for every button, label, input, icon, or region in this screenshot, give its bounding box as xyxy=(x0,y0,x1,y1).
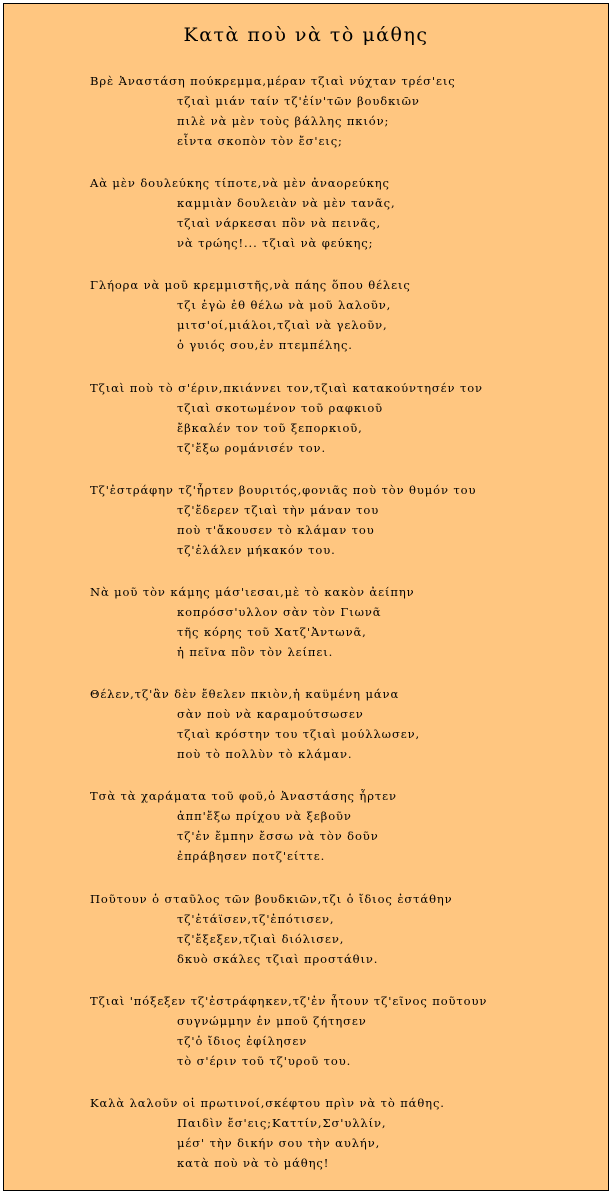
poem-line: τῆς κόρης τοῦ Χατζ'Ἀντωνᾶ, xyxy=(177,624,367,639)
poem-line: κατὰ ποὺ νὰ τὸ μάθης! xyxy=(177,1155,330,1170)
poem-line: δκυὸ σκάλες τζιαὶ προστάθιν. xyxy=(177,951,379,966)
stanza-4 xyxy=(90,378,602,458)
poem-line: τζ'ἐν ἔμπην ἔσσω νὰ τὸν δοῦν xyxy=(177,829,379,844)
poem-line: ἡ πεῖνα πὂν τὸν λείπει. xyxy=(177,644,334,659)
poem-line: τζιαὶ σκοτωμένον τοῦ ραφκιοῦ xyxy=(177,400,384,415)
poem-line: Γλήορα νὰ μοῦ κρεμμιστῆς,νὰ πάης ὅπου θέλεις xyxy=(90,278,411,293)
stanza-2 xyxy=(90,173,602,253)
poem-line: τζ'ἔξω ρομάνισέν τον. xyxy=(177,440,327,455)
poem-line: Τζ'ἐστράφην τζ'ἦρτεν βουριτός,φονιᾶς ποὺ τὸν θυμόν του xyxy=(90,482,477,497)
poem-body xyxy=(90,71,602,1173)
poem-line: σὰν ποὺ νὰ καραμούτσωσεν xyxy=(177,707,364,722)
page-sheet xyxy=(3,3,609,1191)
poem-line: ἔβκαλέν τον τοῦ ξεπορκιοῦ, xyxy=(177,420,363,435)
stanza-8 xyxy=(90,786,602,866)
poem-line: νὰ τρώης!... τζιαὶ νὰ φεύκης; xyxy=(177,236,374,251)
poem-line: Καλὰ λαλοῦν οἱ πρωτινοί,σκέφτου πρὶν νὰ τὸ πάθης. xyxy=(90,1095,445,1110)
poem-line: ποὺ τὸ πολλὺν τὸ κλάμαν. xyxy=(177,747,353,762)
poem-line: Αὰ μὲν δουλεύκης τίποτε,νὰ μὲν ἀναορεύκης xyxy=(90,176,390,191)
poem-line: Τζιαὶ ποὺ τὸ σ'έριν,πκιάννει τον,τζιαὶ κατακούντησέν τον xyxy=(90,380,483,395)
poem-line: τζι ἐγὼ ἐθ θέλω νὰ μοῦ λαλοῦν, xyxy=(177,298,392,313)
poem-line: ποὺ τ'ἄκουσεν τὸ κλάμαν του xyxy=(177,522,375,537)
poem-line: Βρὲ Ἀναστάση πούκρεμμα,μέραν τζιαὶ νύχταν τρέσ'εις xyxy=(90,74,456,88)
poem-line: Τζιαὶ 'πόξεξεν τζ'ἐστράφηκεν,τζ'ἐν ἦτουν τζ'εῖνος ποῦτουν xyxy=(90,993,488,1008)
stanza-3 xyxy=(90,275,602,355)
poem-line: καμμιὰν δουλειὰν νὰ μὲν τανᾶς, xyxy=(177,196,396,211)
poem-line: ἐπράβησεν ποτζ'είττε. xyxy=(177,849,326,864)
poem-line: Ποῦτουν ὁ σταῦλος τῶν βουδκιῶν,τζι ὁ ἴδιος ἐστάθην xyxy=(90,891,453,906)
poem-line: τζιαὶ νάρκεσαι πὂν νὰ πεινᾶς, xyxy=(177,216,381,231)
stanza-9 xyxy=(90,889,602,969)
stanza-11 xyxy=(90,1093,602,1173)
poem-line: Θέλεν,τζ'ἂν δὲν ἔθελεν πκιὸν,ἡ καϋμένη μάνα xyxy=(90,687,400,702)
poem-line: Τσὰ τὰ χαράματα τοῦ φοῦ,ὁ Ἀναστάσης ἦρτεν xyxy=(90,789,397,804)
stanza-7 xyxy=(90,684,602,764)
poem-line: μέσ' τὴν δικήν σου τὴν αυλήν, xyxy=(177,1135,381,1150)
poem-line: ὁ γυιός σου,ἐν πτεμπέλης. xyxy=(177,338,353,353)
poem-line: μιτσ'οί,μιάλοι,τζιαὶ νὰ γελοῦν, xyxy=(177,318,388,333)
poem-line: τζιαὶ κρόστην του τζιαὶ μούλλωσεν, xyxy=(177,727,421,742)
poem-line: τὸ σ'έριν τοῦ τζ'υροῦ του. xyxy=(177,1053,352,1068)
poem-title: Κατὰ ποὺ νὰ τὸ μάθης xyxy=(183,24,429,46)
poem-line: τζ'ἔξεξεν,τζιαὶ διόλισεν, xyxy=(177,931,345,946)
poem-line: ἀππ'ἔξω πρίχου νὰ ξεβοῦν xyxy=(177,809,352,824)
stanza-5 xyxy=(90,480,602,560)
poem-line: εἶντα σκοπὸν τὸν ἔσ'εις; xyxy=(177,134,343,148)
poem-line: πιλὲ νὰ μὲν τοὺς βάλλης πκιόν; xyxy=(177,114,390,128)
poem-line: τζ'ὁ ἴδιος ἐφίλησεν xyxy=(177,1033,308,1048)
stanza-1 xyxy=(90,71,602,151)
stanza-6 xyxy=(90,582,602,662)
poem-line: Νὰ μοῦ τὸν κάμης μάσ'ιεσαι,μὲ τὸ κακὸν ἀείπην xyxy=(90,584,415,599)
poem-line: τζ'ἔδερεν τζιαὶ τὴν μάναν του xyxy=(177,502,380,517)
poem-line: τζ'ἐτάϊσεν,τζ'ἐπότισεν, xyxy=(177,911,335,926)
poem-line: τζιαὶ μιάν ταίν τζ'ἐίν'τῶν βουδκιῶν xyxy=(177,94,420,108)
poem-line: κοπρόσσ'υλλον σὰν τὸν Γιωνᾶ xyxy=(177,604,382,619)
stanza-10 xyxy=(90,991,602,1071)
poem-line: συγνώμμην ἐν μποῦ ζήτησεν xyxy=(177,1013,367,1028)
poem-line: Παιδὶν ἔσ'εις;Καττίν,Σσ'υλλίν, xyxy=(177,1115,387,1130)
poem-line: τζ'ἐλάλεν μήκακόν του. xyxy=(177,542,336,557)
